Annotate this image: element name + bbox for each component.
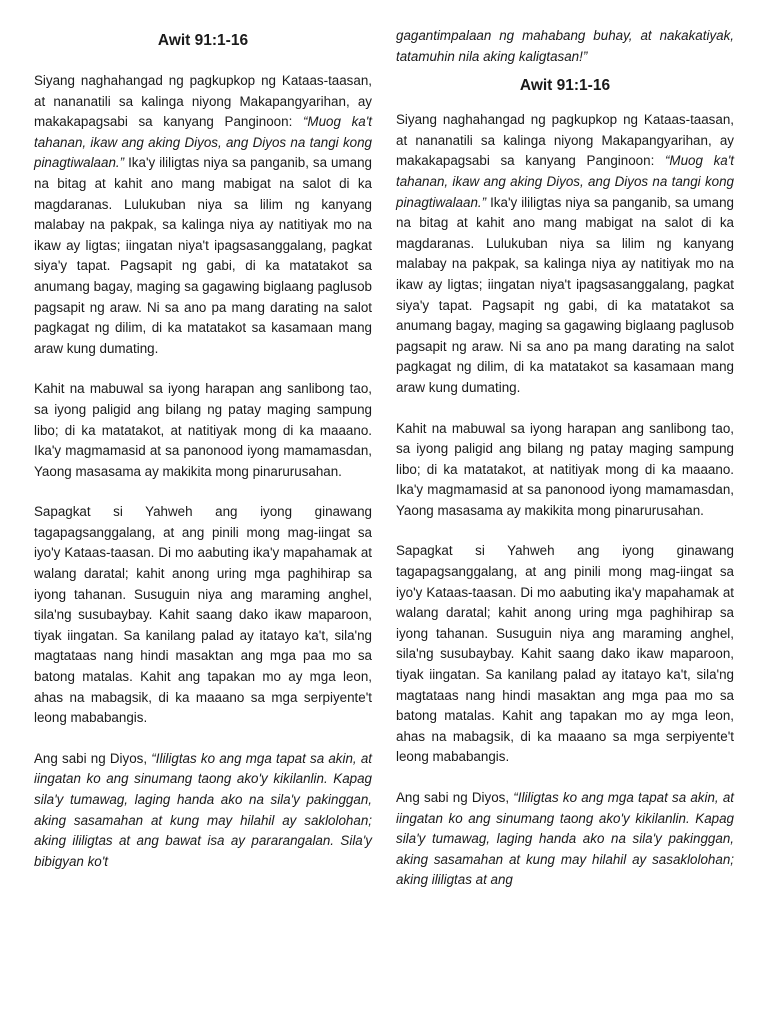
right-column <box>396 26 734 911</box>
right-p1-quote: “Muog ka't tahanan, ikaw ang aking Diyos, ang Diyos na tangi kong pinagtiwalaan.” <box>396 153 734 210</box>
right-paragraph-2: Kahit na mabuwal sa iyong harapan ang sanlibong tao, sa iyong paligid ang bilang ng patay maging sampung libo; di ka matatakot, at natitiyak mong di ka maaano. Ika'y magmamasid at sa panonood iyong mamamasdan, Yaong masasama ay makikita mong pinarurusahan. <box>396 420 734 518</box>
left-p1-text: Siyang naghahangad ng pagkupkop ng Kataas-taasan, at nananatili sa kalinga niyong Makapangyarihan, ay makakapagsabi sa kanyang Panginoon: <box>34 73 372 130</box>
left-p4-text: Ang sabi ng Diyos, <box>34 750 152 766</box>
left-title: Awit 91:1-16 <box>157 32 249 49</box>
right-p1-rest: Ika'y ililigtas niya sa panganib, sa umang na bitag at kahit ano mang mabigat na salot di ka magdaranas. Lulukuban niya sa lilim ng kanyang malabay na pakpak, sa kalinga niya ay natitiyak mo na ikaw ay ligtas; iingatan niya't ipagsasanggalang, pagkat siya'y tapat. Pagsapit ng gabi, di ka matatakot sa anumang bagay, maging sa gagawing biglaang paglusob pagsapit ng araw. Ni sa ano pa mang darating na salot pagkagat ng dilim, di ka matatakot sa kasamaan mang araw kung dumating. <box>396 194 734 395</box>
right-paragraph-3: Sapagkat si Yahweh ang iyong ginawang tagapagsanggalang, at ang pinili mong mag-iingat sa iyo'y Kataas-taasan. Di mo aabuting ika'y mapahamak at walang daratal; kahit anong uring mga paghihirap sa iyong tahanan. Susuguin niya ang maraming anghel, sila'ng susubaybay. Kahit saang dako ikaw maparoon, tiyak iingatan. Sa kanilang palad ay itatayo ka't, sila'ng magtataas nang hindi masaktan ang mga paa mo sa batong matalas. Kahit ang tapakan mo ay mga leon, ahas na mabagsik, di ka maaano sa mga serpiyente't leong mababangis. <box>396 543 734 765</box>
left-paragraph-4 <box>34 749 372 873</box>
left-p1-rest: Ika'y ililigtas niya sa panganib, sa umang na bitag at kahit ano mang mabigat na salot di ka magdaranas. Lulukuban niya sa lilim ng kanyang malabay na pakpak, sa kalinga niya ay natitiyak mo na ikaw ay ligtas; iingatan niya't ipagsasanggalang, pagkat siya'y tapat. Pagsapit ng gabi, di ka matatakot sa anumang bagay, maging sa gagawing biglaang paglusob pagsapit ng araw. Ni sa ano pa mang darating na salot pagkagat ng dilim, di ka matatakot sa kasamaan mang araw kung dumating. <box>34 155 372 356</box>
left-paragraph-1 <box>34 71 372 359</box>
right-title: Awit 91:1-16 <box>519 77 611 95</box>
right-p4-text: Ang sabi ng Diyos, <box>396 790 514 805</box>
right-continuation-quote: gagantimpalaan ng mahabang buhay, at nakakatiyak, tatamuhin nila aking kaligtasan!” <box>396 28 734 64</box>
right-continuation <box>396 26 734 67</box>
left-paragraph-2: Kahit na mabuwal sa iyong harapan ang sanlibong tao, sa iyong paligid ang bilang ng patay maging sampung libo; di ka matatakot, at natitiyak mong di ka maaano. Ika'y magmamasid at sa panonood iyong mamamasdan, Yaong masasama ay makikita mong pinarurusahan. <box>34 381 372 479</box>
left-paragraph-3: Sapagkat si Yahweh ang iyong ginawang tagapagsanggalang, at ang pinili mong mag-iingat sa iyo'y Kataas-taasan. Di mo aabuting ika'y mapahamak at walang daratal; kahit anong uring mga paghihirap sa iyong tahanan. Susuguin niya ang maraming anghel, sila'ng susubaybay. Kahit saang dako ikaw maparoon, tiyak iingatan. Sa kanilang palad ay itatayo ka't, sila'ng magtataas nang hindi masaktan ang mga paa mo sa batong matalas. Kahit ang tapakan mo ay mga leon, ahas na mabagsik, di ka maaano sa mga serpiyente't leong mababangis. <box>34 504 372 726</box>
right-paragraph-1 <box>396 110 734 398</box>
right-p1-text: Siyang naghahangad ng pagkupkop ng Kataas-taasan, at nananatili sa kalinga niyong Makapangyarihan, ay makakapagsabi sa kanyang Panginoon: <box>396 112 734 169</box>
right-paragraph-4 <box>396 788 734 891</box>
right-p4-quote: “Ililigtas ko ang mga tapat sa akin, at iingatan ko ang sinumang taong ako'y kikilanlin. Kapag sila'y tumawag, laging handa ako na sila'y pakinggan, aking sasamahan at kung may hilahil ay sasaklolohan; aking ililigtas at ang <box>396 790 735 888</box>
left-p1-quote: “Muog ka't tahanan, ikaw ang aking Diyos, ang Diyos na tangi kong pinagtiwalaan.” <box>34 114 372 171</box>
left-column <box>34 30 372 892</box>
left-p4-quote: “Ililigtas ko ang mga tapat sa akin, at iingatan ko ang sinumang taong ako'y kikilanlin. Kapag sila'y tumawag, laging handa ako na sila'y pakinggan, aking sasamahan at kung may hilahil ay saklolohan; aking ililigtas at ang bawat isa ay pararangalan. Sila'y bibigyan ko't <box>34 750 373 869</box>
